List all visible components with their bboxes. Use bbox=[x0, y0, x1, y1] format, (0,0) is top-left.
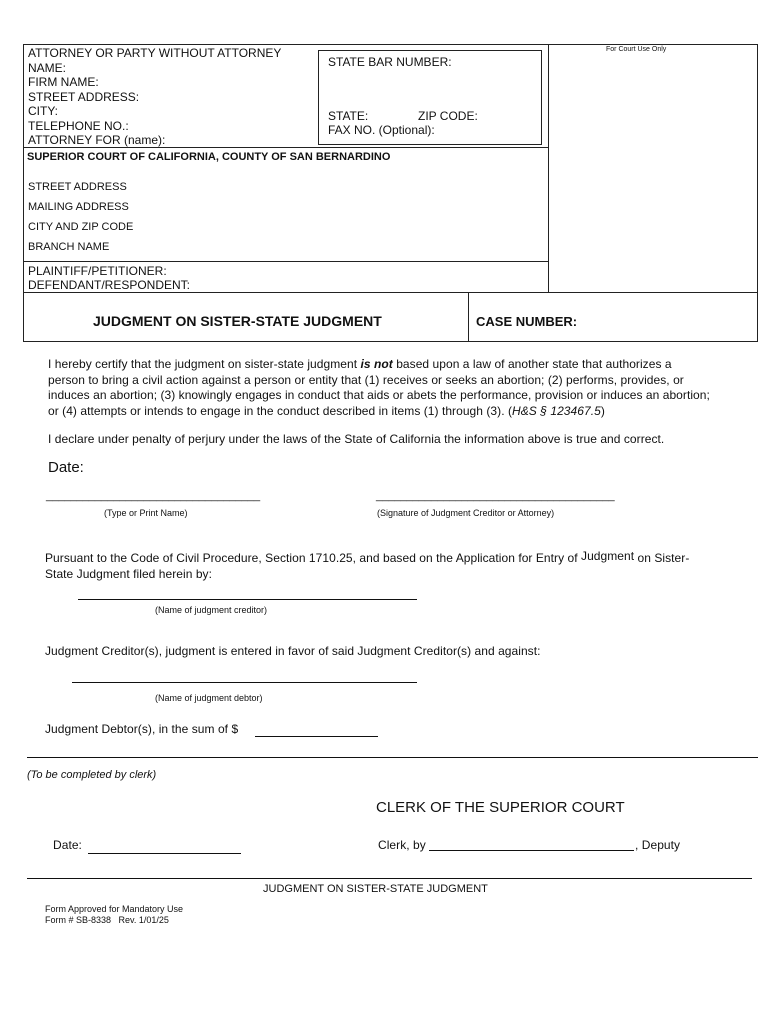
print-name-line[interactable]: ___________________________________ bbox=[46, 490, 261, 502]
pursuant-paragraph bbox=[45, 551, 735, 582]
declaration: I declare under penalty of perjury under the laws of the State of California the information above is true and correct. bbox=[48, 432, 665, 446]
zip-field[interactable]: ZIP CODE: bbox=[418, 109, 478, 123]
signature-line[interactable]: _______________________________________ bbox=[376, 490, 615, 502]
document-title: JUDGMENT ON SISTER-STATE JUDGMENT bbox=[93, 313, 382, 329]
clerk-date-line[interactable] bbox=[88, 853, 241, 854]
cert-statute: H&S § 123467.5 bbox=[512, 403, 601, 418]
footer-title: JUDGMENT ON SISTER-STATE JUDGMENT bbox=[263, 883, 488, 895]
court-title: SUPERIOR COURT OF CALIFORNIA, COUNTY OF SAN BERNARDINO bbox=[27, 151, 391, 163]
pursuant-text-a: Pursuant to the Code of Civil Procedure, Section 1710.25, and based on the Application for Entry of bbox=[45, 551, 578, 565]
pursuant-line-2: State Judgment filed herein by: bbox=[45, 566, 212, 581]
deputy-label: , Deputy bbox=[635, 838, 681, 852]
fax-field[interactable]: FAX NO. (Optional): bbox=[328, 123, 435, 137]
pursuant-line-1 bbox=[45, 551, 735, 567]
creditor-caption: (Name of judgment creditor) bbox=[155, 605, 268, 615]
street-address-field[interactable]: STREET ADDRESS: bbox=[28, 89, 140, 104]
date-label: Date: bbox=[48, 459, 84, 476]
court-use-label: For Court Use Only bbox=[606, 46, 667, 53]
state-bar-field[interactable]: STATE BAR NUMBER: bbox=[328, 55, 452, 69]
parties-divider bbox=[23, 261, 549, 262]
court-street-field[interactable]: STREET ADDRESS bbox=[28, 181, 127, 193]
cert-text-3: or (4) attempts or intends to engage in the conduct described in items (1) through (3). ( bbox=[48, 403, 513, 418]
attorney-line-header: ATTORNEY OR PARTY WITHOUT ATTORNEY bbox=[28, 46, 282, 60]
cert-is-not: is not bbox=[360, 357, 393, 371]
clerk-divider bbox=[27, 757, 758, 758]
court-use-box bbox=[548, 44, 758, 293]
form-number: Form # SB-8338 Rev. 1/01/25 bbox=[45, 915, 169, 925]
court-city-zip-field[interactable]: CITY AND ZIP CODE bbox=[28, 221, 134, 233]
cert-text-1: I hereby certify that the judgment on sister-state judgment bbox=[48, 357, 358, 371]
clerk-by-line[interactable] bbox=[429, 850, 634, 851]
signature-caption: (Signature of Judgment Creditor or Attorney) bbox=[377, 508, 555, 518]
cert-line-4 bbox=[48, 404, 748, 420]
city-field[interactable]: CITY: bbox=[28, 104, 59, 118]
plaintiff-field[interactable]: PLAINTIFF/PETITIONER: bbox=[28, 264, 167, 278]
creditor-statement: Judgment Creditor(s), judgment is entered in favor of said Judgment Creditor(s) and against: bbox=[45, 644, 541, 658]
clerk-by-label: Clerk, by bbox=[378, 838, 426, 852]
case-number-field[interactable]: CASE NUMBER: bbox=[476, 314, 578, 329]
defendant-field[interactable]: DEFENDANT/RESPONDENT: bbox=[28, 278, 191, 292]
cert-text-2: based upon a law of another state that authorizes a bbox=[396, 357, 672, 371]
clerk-date-label: Date: bbox=[53, 838, 82, 852]
state-field[interactable]: STATE: bbox=[328, 109, 369, 123]
court-branch-field[interactable]: BRANCH NAME bbox=[28, 241, 110, 253]
clerk-title: CLERK OF THE SUPERIOR COURT bbox=[376, 799, 625, 816]
cert-line-3: induces an abortion; (3) knowingly engages in conduct that aids or abets the performance, provision or induces an abortion; bbox=[48, 388, 710, 402]
footer-divider bbox=[27, 878, 752, 879]
attorney-for-field[interactable]: ATTORNEY FOR (name): bbox=[28, 133, 166, 147]
pursuant-text-c: on Sister- bbox=[637, 551, 690, 565]
sum-amount-line[interactable] bbox=[255, 736, 378, 737]
firm-name-field[interactable]: FIRM NAME: bbox=[28, 75, 99, 89]
attorney-block bbox=[28, 46, 281, 148]
certification-paragraph bbox=[48, 357, 748, 419]
court-mailing-field[interactable]: MAILING ADDRESS bbox=[28, 201, 129, 213]
cert-line-2: person to bring a civil action against a person or entity that (1) receives or seeks an abortion; (2) performs, provides, or bbox=[48, 372, 684, 387]
pursuant-text-b: Judgment bbox=[581, 549, 635, 563]
creditor-name-line[interactable] bbox=[78, 599, 417, 600]
debtor-caption: (Name of judgment debtor) bbox=[155, 693, 263, 703]
form-approved: Form Approved for Mandatory Use bbox=[45, 904, 184, 914]
debtor-sum-label: Judgment Debtor(s), in the sum of $ bbox=[45, 722, 239, 736]
type-name-caption: (Type or Print Name) bbox=[104, 508, 188, 518]
telephone-field[interactable]: TELEPHONE NO.: bbox=[28, 118, 129, 133]
cert-line-1 bbox=[48, 357, 748, 373]
court-divider bbox=[23, 147, 549, 148]
clerk-note: (To be completed by clerk) bbox=[27, 769, 157, 781]
debtor-name-line[interactable] bbox=[72, 682, 417, 683]
attorney-name-field[interactable]: NAME: bbox=[28, 60, 67, 75]
cert-text-4: ) bbox=[600, 403, 605, 418]
